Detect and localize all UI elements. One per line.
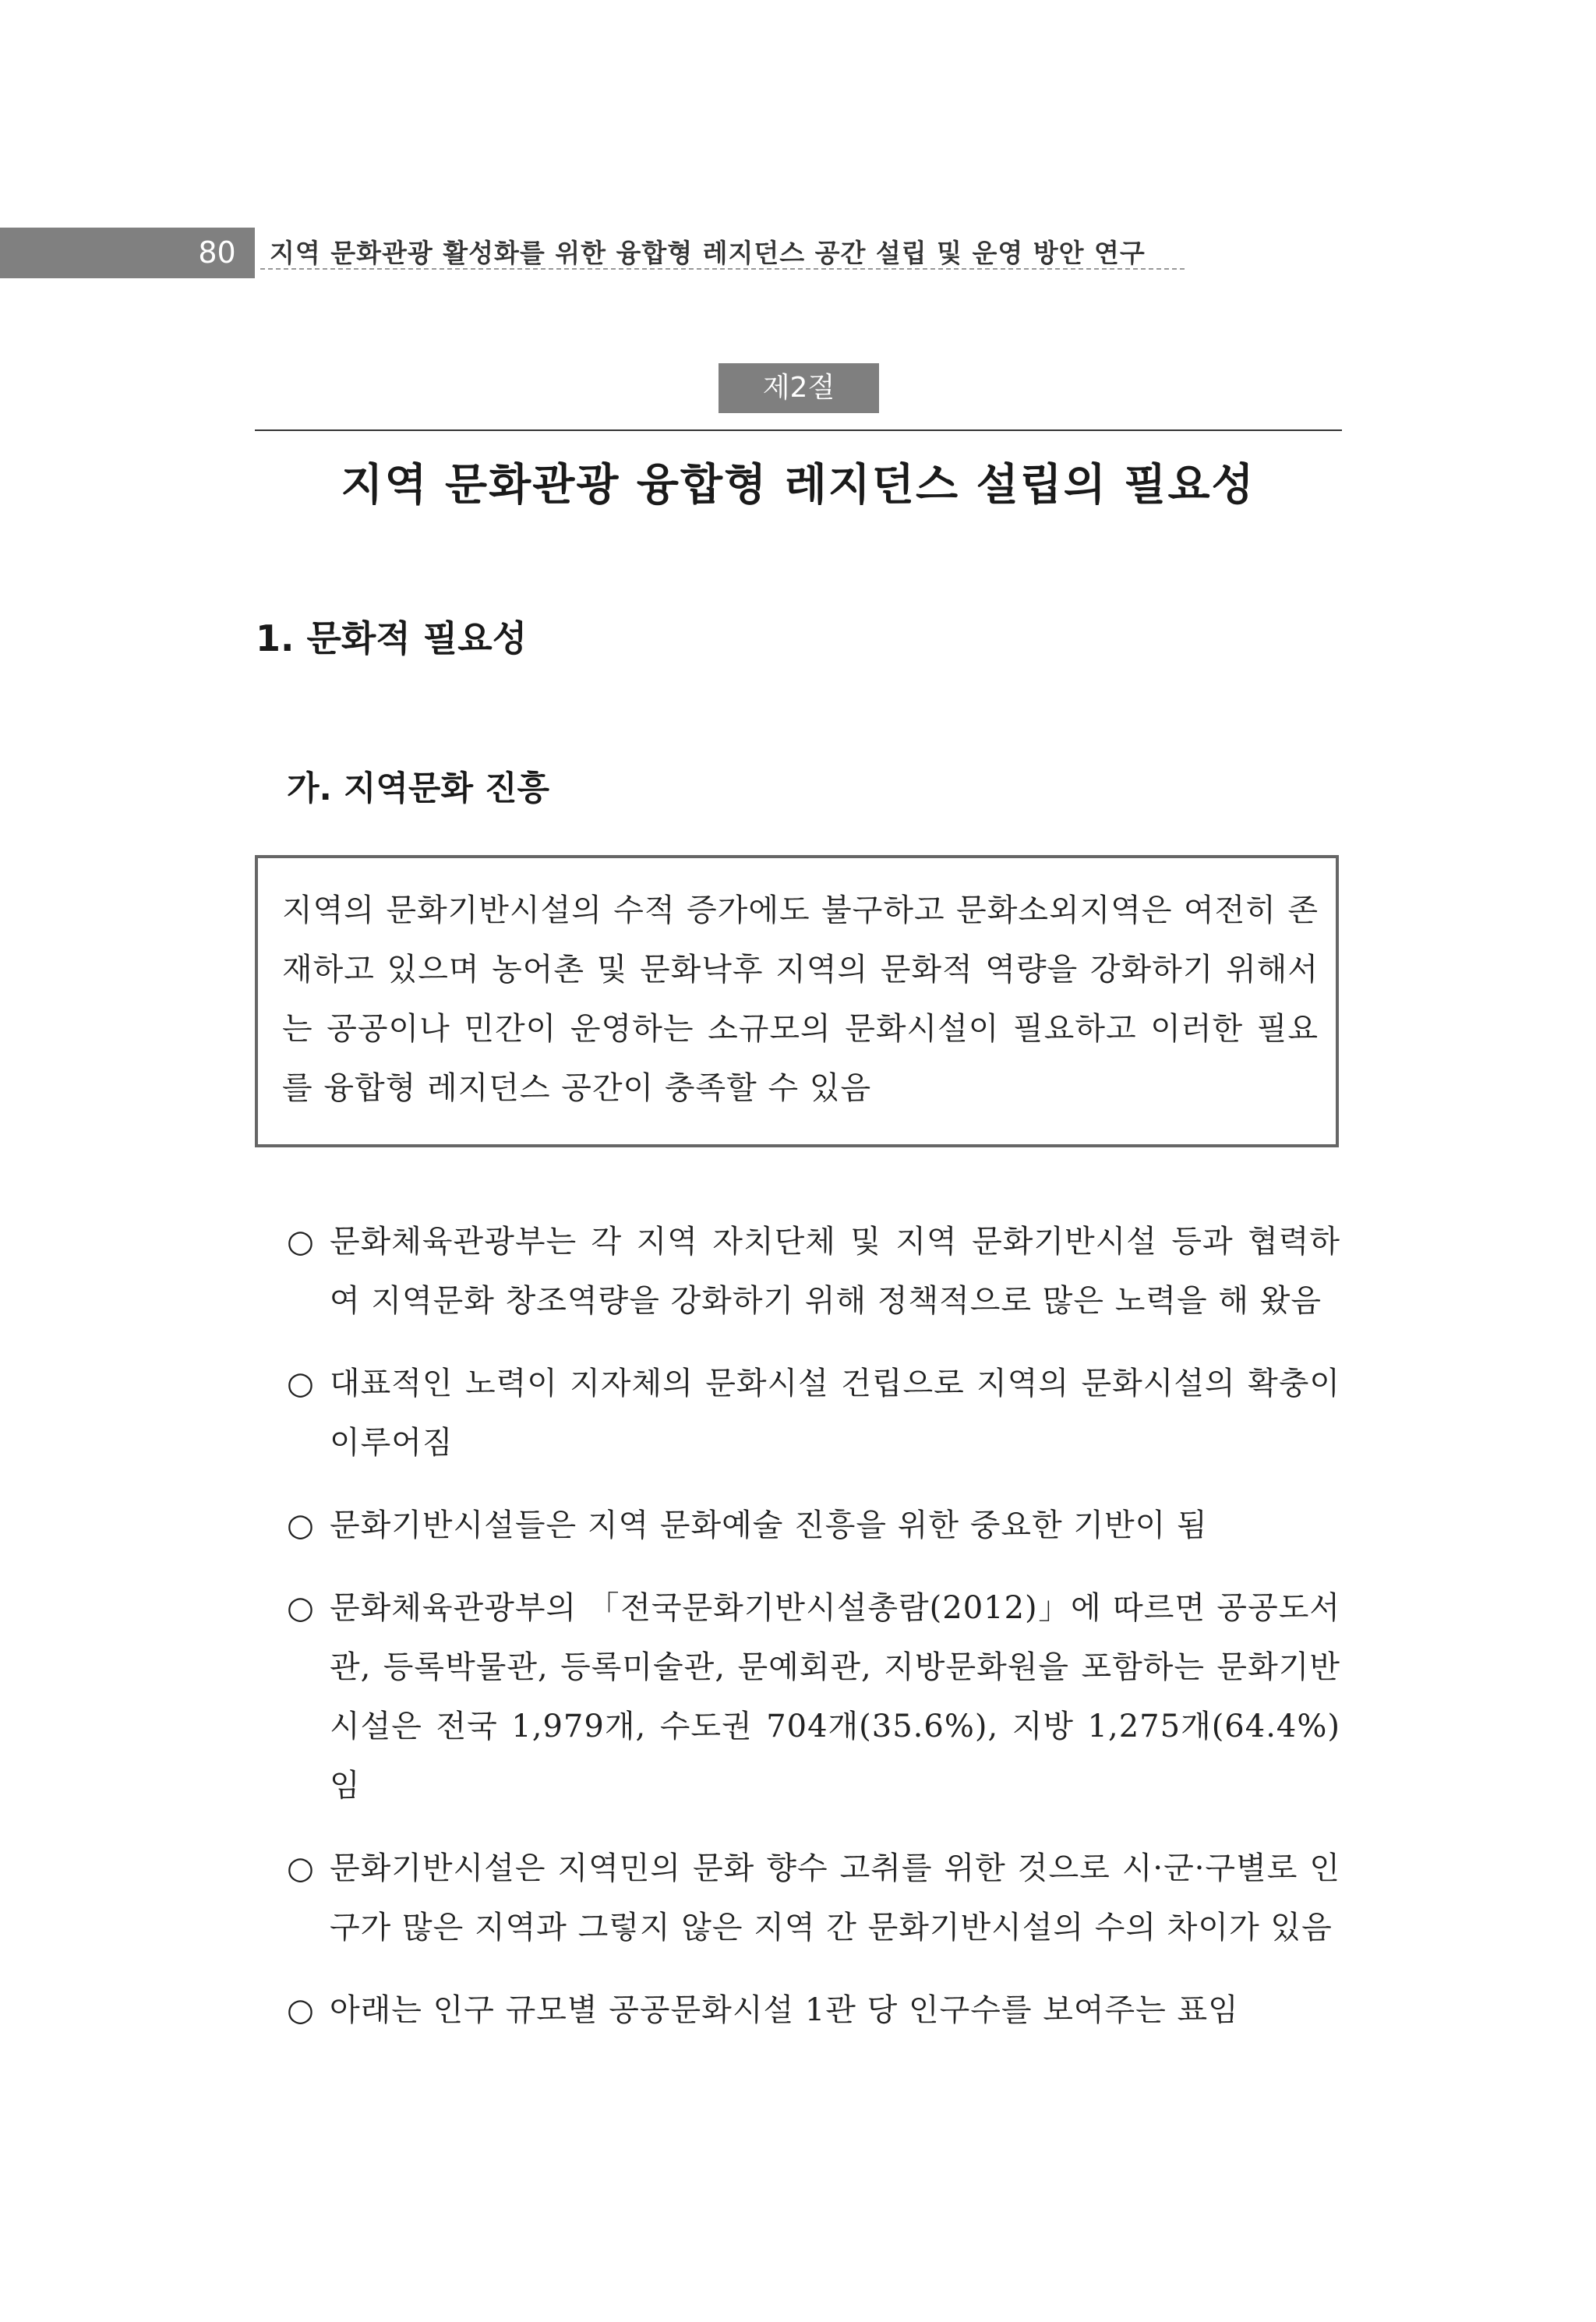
bullet-text: 문화체육관광부의 「전국문화기반시설총람(2012)」에 따르면 공공도서관, 등록박물관, 등록미술관, 문예회관, 지방문화원을 포함하는 문화기반시설은 전국 1,979개, 수도권 704개(35.6%), 지방 1,275개(64.4%)임 [330,1590,1340,1804]
circle-bullet-icon: ○ [287,1224,315,1260]
circle-bullet-icon: ○ [287,1366,315,1401]
section-label: 제2절 [719,363,879,413]
heading-1: 1. 문화적 필요성 [256,617,528,659]
bullet-item [287,1578,1340,1815]
bullet-text: 문화기반시설들은 지역 문화예술 진흥을 위한 중요한 기반이 됨 [330,1507,1208,1543]
bullet-text: 아래는 인구 규모별 공공문화시설 1관 당 인구수를 보여주는 표임 [330,1992,1239,2028]
page-number: 80 [198,235,236,270]
circle-bullet-icon: ○ [287,1992,315,2028]
bullet-text: 문화체육관광부는 각 지역 자치단체 및 지역 문화기반시설 등과 협력하여 지역문화 창조역량을 강화하기 위해 정책적으로 많은 노력을 해 왔음 [330,1224,1340,1319]
bullet-item [287,1839,1340,1957]
heading-2: 가. 지역문화 진흥 [287,769,550,808]
section-title: 지역 문화관광 융합형 레지던스 설립의 필요성 [341,460,1255,511]
summary-text: 지역의 문화기반시설의 수적 증가에도 불구하고 문화소외지역은 여전히 존재하고 있으며 농어촌 및 문화낙후 지역의 문화적 역량을 강화하기 위해서는 공공이나 민간이 운영하는 소규모의 문화시설이 필요하고 이러한 필요를 융합형 레지던스 공간이 충족할 수 있음 [282,892,1319,1106]
circle-bullet-icon: ○ [287,1507,315,1543]
bullet-item [287,1496,1340,1555]
bullet-list [287,1212,1340,2063]
bullet-text: 문화기반시설은 지역민의 문화 향수 고취를 위한 것으로 시·군·구별로 인구가 많은 지역과 그렇지 않은 지역 간 문화기반시설의 수의 차이가 있음 [330,1850,1340,1946]
circle-bullet-icon: ○ [287,1850,315,1886]
bullet-item [287,1212,1340,1331]
running-title-rule [260,268,1185,270]
bullet-item [287,1981,1340,2040]
bullet-text: 대표적인 노력이 지자체의 문화시설 건립으로 지역의 문화시설의 확충이 이루어짐 [330,1366,1340,1461]
running-title: 지역 문화관광 활성화를 위한 융합형 레지던스 공간 설립 및 운영 방안 연구 [270,238,1146,268]
section-rule [255,429,1342,431]
bullet-item [287,1354,1340,1472]
circle-bullet-icon: ○ [287,1590,315,1626]
